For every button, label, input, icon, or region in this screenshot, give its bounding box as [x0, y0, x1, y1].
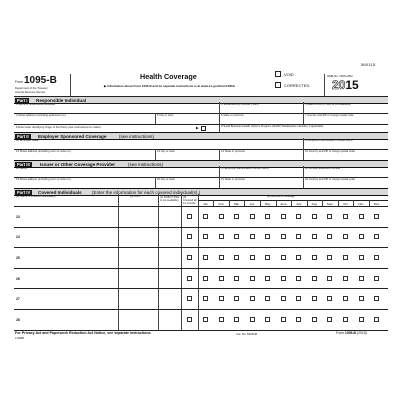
- corrected-checkbox[interactable]: [275, 82, 281, 88]
- field-20-label: 20 City or town: [157, 177, 175, 181]
- tax-year: [332, 79, 359, 91]
- col-c-header: (c) DOB (If SSN is not available): [160, 196, 180, 203]
- month-checkbox[interactable]: [281, 214, 286, 219]
- field-8-input[interactable]: [201, 126, 206, 131]
- part4-tag: Part IV: [17, 189, 31, 195]
- covered-dob-input[interactable]: [159, 309, 181, 330]
- month-checkbox[interactable]: [312, 255, 317, 260]
- part3-tag: Part III: [17, 161, 30, 167]
- month-header: May: [264, 201, 271, 206]
- covered-ssn-input[interactable]: [119, 206, 158, 227]
- field-21-label: 21 State or province: [221, 177, 246, 181]
- info-line: ▶ Information about Form 1095-B and its separate instructions is at www.irs.gov/form1095b.: [104, 84, 236, 88]
- month-checkbox[interactable]: [281, 255, 286, 260]
- month-header: Nov: [358, 201, 364, 206]
- field-9-input[interactable]: [219, 124, 388, 132]
- field-18-label: 18 Contact telephone number: [305, 166, 341, 170]
- void-checkbox[interactable]: [275, 71, 281, 77]
- corrected-label: CORRECTED: [284, 82, 310, 88]
- month-checkbox[interactable]: [265, 276, 270, 281]
- covered-name-input[interactable]: [22, 247, 118, 268]
- month-checkbox[interactable]: [312, 214, 317, 219]
- part2-title: Employer Sponsored Coverage: [38, 133, 107, 139]
- month-header: Feb: [218, 201, 224, 206]
- col-b-header: (b) SSN: [130, 195, 140, 198]
- covered-name-input[interactable]: [22, 206, 118, 227]
- month-checkbox[interactable]: [359, 214, 364, 219]
- part1-tag: Part I: [17, 97, 28, 103]
- field-11-label: 11 Employer identification number (EIN): [305, 138, 353, 142]
- month-checkbox[interactable]: [250, 296, 255, 301]
- form-reference-prefix: Form: [336, 331, 345, 335]
- month-checkbox[interactable]: [374, 234, 379, 239]
- dept-line-1: Department of the Treasury: [15, 87, 48, 90]
- month-checkbox[interactable]: [250, 276, 255, 281]
- field-22-label: 22 Country and ZIP or foreign postal code: [305, 177, 355, 181]
- month-checkbox[interactable]: [296, 214, 301, 219]
- tax-year-prefix: 20: [332, 78, 346, 92]
- void-label: VOID: [284, 71, 294, 77]
- field-13-label: 13 City or town: [157, 149, 175, 153]
- form-reference-year: (2015): [356, 331, 367, 335]
- col-d-header: (d) Covered all 12 months: [183, 196, 197, 206]
- month-checkbox[interactable]: [281, 296, 286, 301]
- field-4-label: 4 Street address (including apartment no.): [16, 113, 67, 117]
- month-checkbox[interactable]: [327, 234, 332, 239]
- month-checkbox[interactable]: [359, 317, 364, 322]
- rule: [14, 96, 388, 97]
- month-checkbox[interactable]: [359, 234, 364, 239]
- field-5-label: 5 City or town: [157, 113, 174, 117]
- month-checkbox[interactable]: [265, 214, 270, 219]
- month-checkbox[interactable]: [203, 317, 208, 322]
- covered-ssn-input[interactable]: [119, 288, 158, 309]
- table-row: [14, 227, 388, 248]
- field-12-label: 12 Street address (including room or suite no.): [16, 149, 72, 153]
- month-checkbox[interactable]: [234, 296, 239, 301]
- month-checkbox[interactable]: [234, 234, 239, 239]
- month-checkbox[interactable]: [359, 255, 364, 260]
- month-header: Oct: [343, 201, 348, 206]
- all-12-months-checkbox[interactable]: [187, 276, 192, 281]
- month-checkbox[interactable]: [250, 255, 255, 260]
- month-header: July: [296, 201, 302, 206]
- month-checkbox[interactable]: [250, 317, 255, 322]
- month-checkbox[interactable]: [312, 276, 317, 281]
- covered-dob-input[interactable]: [159, 268, 181, 289]
- month-checkbox[interactable]: [327, 255, 332, 260]
- header-divider-right: [324, 74, 325, 96]
- field-2-label: 2 Social security number (SSN): [221, 102, 259, 106]
- month-checkbox[interactable]: [312, 234, 317, 239]
- month-checkbox[interactable]: [234, 276, 239, 281]
- row-number: 25: [16, 255, 20, 260]
- month-checkbox[interactable]: [296, 317, 301, 322]
- field-17-label: 17 Employer identification number (EIN): [221, 166, 269, 170]
- field-9-label: 9 Small Business Health Options Program (SHOP) Marketplace identifier, if applicable: [221, 124, 324, 128]
- row-number: 27: [16, 297, 20, 302]
- month-header: Jan: [203, 201, 208, 206]
- month-checkbox[interactable]: [203, 296, 208, 301]
- month-checkbox[interactable]: [296, 234, 301, 239]
- field-7-label: 7 Country and ZIP or foreign postal code: [305, 113, 354, 117]
- part4-subtitle: (Enter the information for each covered individual(s).): [92, 189, 201, 195]
- part3-subtitle: (see instructions): [128, 161, 163, 167]
- field-14-label: 14 State or province: [221, 149, 246, 153]
- omb-number: OMB No. 1545-2252: [327, 74, 353, 78]
- month-header: June: [279, 201, 287, 206]
- part2-tag: Part II: [17, 133, 29, 139]
- month-checkbox[interactable]: [265, 296, 270, 301]
- month-checkbox[interactable]: [374, 255, 379, 260]
- dept-line-2: Internal Revenue Service: [15, 90, 46, 94]
- month-checkbox[interactable]: [219, 276, 224, 281]
- month-checkbox[interactable]: [343, 214, 348, 219]
- covered-ssn-input[interactable]: [119, 309, 158, 330]
- month-checkbox[interactable]: [343, 296, 348, 301]
- col-e-header: (e) Months of coverage: [267, 195, 295, 198]
- month-checkbox[interactable]: [250, 214, 255, 219]
- covered-name-input[interactable]: [22, 309, 118, 330]
- row-number: 26: [16, 276, 20, 281]
- covered-name-input[interactable]: [22, 227, 118, 248]
- month-checkbox[interactable]: [203, 255, 208, 260]
- month-checkbox[interactable]: [296, 296, 301, 301]
- field-1-label: 1 Name of responsible individual: [16, 102, 55, 106]
- form-title: Health Coverage: [140, 72, 197, 81]
- all-12-months-checkbox[interactable]: [187, 234, 192, 239]
- all-12-months-checkbox[interactable]: [187, 296, 192, 301]
- bottom-code: L1095B: [15, 336, 24, 340]
- form-word: Form: [15, 80, 23, 84]
- covered-name-input[interactable]: [22, 288, 118, 309]
- row-number: 28: [16, 317, 20, 322]
- month-checkbox[interactable]: [343, 317, 348, 322]
- month-checkbox[interactable]: [203, 276, 208, 281]
- month-header: Dec: [373, 201, 380, 206]
- month-checkbox[interactable]: [327, 276, 332, 281]
- table-row: [14, 288, 388, 309]
- month-checkbox[interactable]: [296, 276, 301, 281]
- field-10-label: 10 Employer name: [16, 138, 39, 142]
- covered-dob-input[interactable]: [159, 247, 181, 268]
- month-checkbox[interactable]: [359, 276, 364, 281]
- header-divider-left: [70, 74, 71, 96]
- month-checkbox[interactable]: [281, 276, 286, 281]
- privacy-notice: For Privacy Act and Paperwork Reduction Act Notice, see separate instructions.: [15, 331, 152, 335]
- table-row: [14, 206, 388, 227]
- month-header: Sept: [326, 201, 333, 206]
- table-row: [14, 309, 388, 330]
- form-1095b: [14, 66, 388, 340]
- all-12-months-checkbox[interactable]: [187, 317, 192, 322]
- field-19-label: 19 Street address (including room or suite no.): [16, 177, 72, 181]
- month-checkbox[interactable]: [219, 234, 224, 239]
- form-reference: [336, 332, 367, 335]
- part4-title: Covered Individuals: [38, 189, 82, 195]
- part3-title: Issuer or Other Coverage Provider: [40, 161, 116, 167]
- month-checkbox[interactable]: [374, 214, 379, 219]
- month-checkbox[interactable]: [343, 234, 348, 239]
- month-checkbox[interactable]: [327, 296, 332, 301]
- month-checkbox[interactable]: [219, 214, 224, 219]
- month-checkbox[interactable]: [374, 276, 379, 281]
- field-8-label: 8 Enter letter identifying Origin of the Policy (see instructions for codes):: [16, 126, 102, 129]
- month-checkbox[interactable]: [265, 255, 270, 260]
- covered-ssn-input[interactable]: [119, 247, 158, 268]
- month-checkbox[interactable]: [265, 317, 270, 322]
- month-checkbox[interactable]: [296, 255, 301, 260]
- covered-dob-input[interactable]: [159, 227, 181, 248]
- field-6-label: 6 State or province: [221, 113, 244, 117]
- table-row: [14, 247, 388, 268]
- month-checkbox[interactable]: [219, 296, 224, 301]
- month-checkbox[interactable]: [343, 276, 348, 281]
- covered-ssn-input[interactable]: [119, 268, 158, 289]
- all-12-months-checkbox[interactable]: [187, 255, 192, 260]
- month-checkbox[interactable]: [203, 234, 208, 239]
- month-checkbox[interactable]: [281, 234, 286, 239]
- month-header: Mar: [234, 201, 240, 206]
- table-row: [14, 268, 388, 289]
- covered-name-input[interactable]: [22, 268, 118, 289]
- month-checkbox[interactable]: [203, 214, 208, 219]
- part4-band: [14, 188, 388, 196]
- month-checkbox[interactable]: [281, 317, 286, 322]
- month-checkbox[interactable]: [327, 317, 332, 322]
- month-checkbox[interactable]: [219, 317, 224, 322]
- row-number: 23: [16, 214, 20, 219]
- month-checkbox[interactable]: [343, 255, 348, 260]
- month-checkbox[interactable]: [312, 317, 317, 322]
- part2-subtitle: (see instructions): [119, 133, 154, 139]
- cat-number: Cat. No. 63251M: [236, 331, 258, 336]
- arrow-right-icon: ▶: [196, 125, 199, 130]
- part1-title: Responsible Individual: [36, 97, 87, 103]
- form-code: 560115: [361, 62, 376, 67]
- month-checkbox[interactable]: [265, 234, 270, 239]
- month-checkbox[interactable]: [250, 234, 255, 239]
- covered-ssn-input[interactable]: [119, 227, 158, 248]
- month-checkbox[interactable]: [219, 255, 224, 260]
- month-header: Aug: [311, 201, 318, 206]
- month-checkbox[interactable]: [374, 296, 379, 301]
- tax-year-suffix: 15: [345, 78, 359, 92]
- month-header: Apr: [249, 201, 255, 206]
- month-checkbox[interactable]: [234, 214, 239, 219]
- month-checkbox[interactable]: [374, 317, 379, 322]
- form-reference-number: 1095-B: [344, 331, 356, 335]
- all-12-months-checkbox[interactable]: [187, 214, 192, 219]
- month-checkbox[interactable]: [234, 317, 239, 322]
- field-3-label: 3 Date of birth (If SSN is not available): [305, 102, 351, 106]
- month-checkbox[interactable]: [312, 296, 317, 301]
- month-checkbox[interactable]: [234, 255, 239, 260]
- field-16-label: 16 Name: [16, 166, 27, 170]
- col-a-header: (a) Name of covered individual(s): [16, 195, 56, 198]
- covered-dob-input[interactable]: [159, 288, 181, 309]
- month-checkbox[interactable]: [359, 296, 364, 301]
- form-number: 1095-B: [24, 75, 57, 86]
- row-number: 24: [16, 235, 20, 240]
- month-checkbox[interactable]: [327, 214, 332, 219]
- field-15-label: 15 Country and ZIP or foreign postal code: [305, 149, 355, 153]
- covered-dob-input[interactable]: [159, 206, 181, 227]
